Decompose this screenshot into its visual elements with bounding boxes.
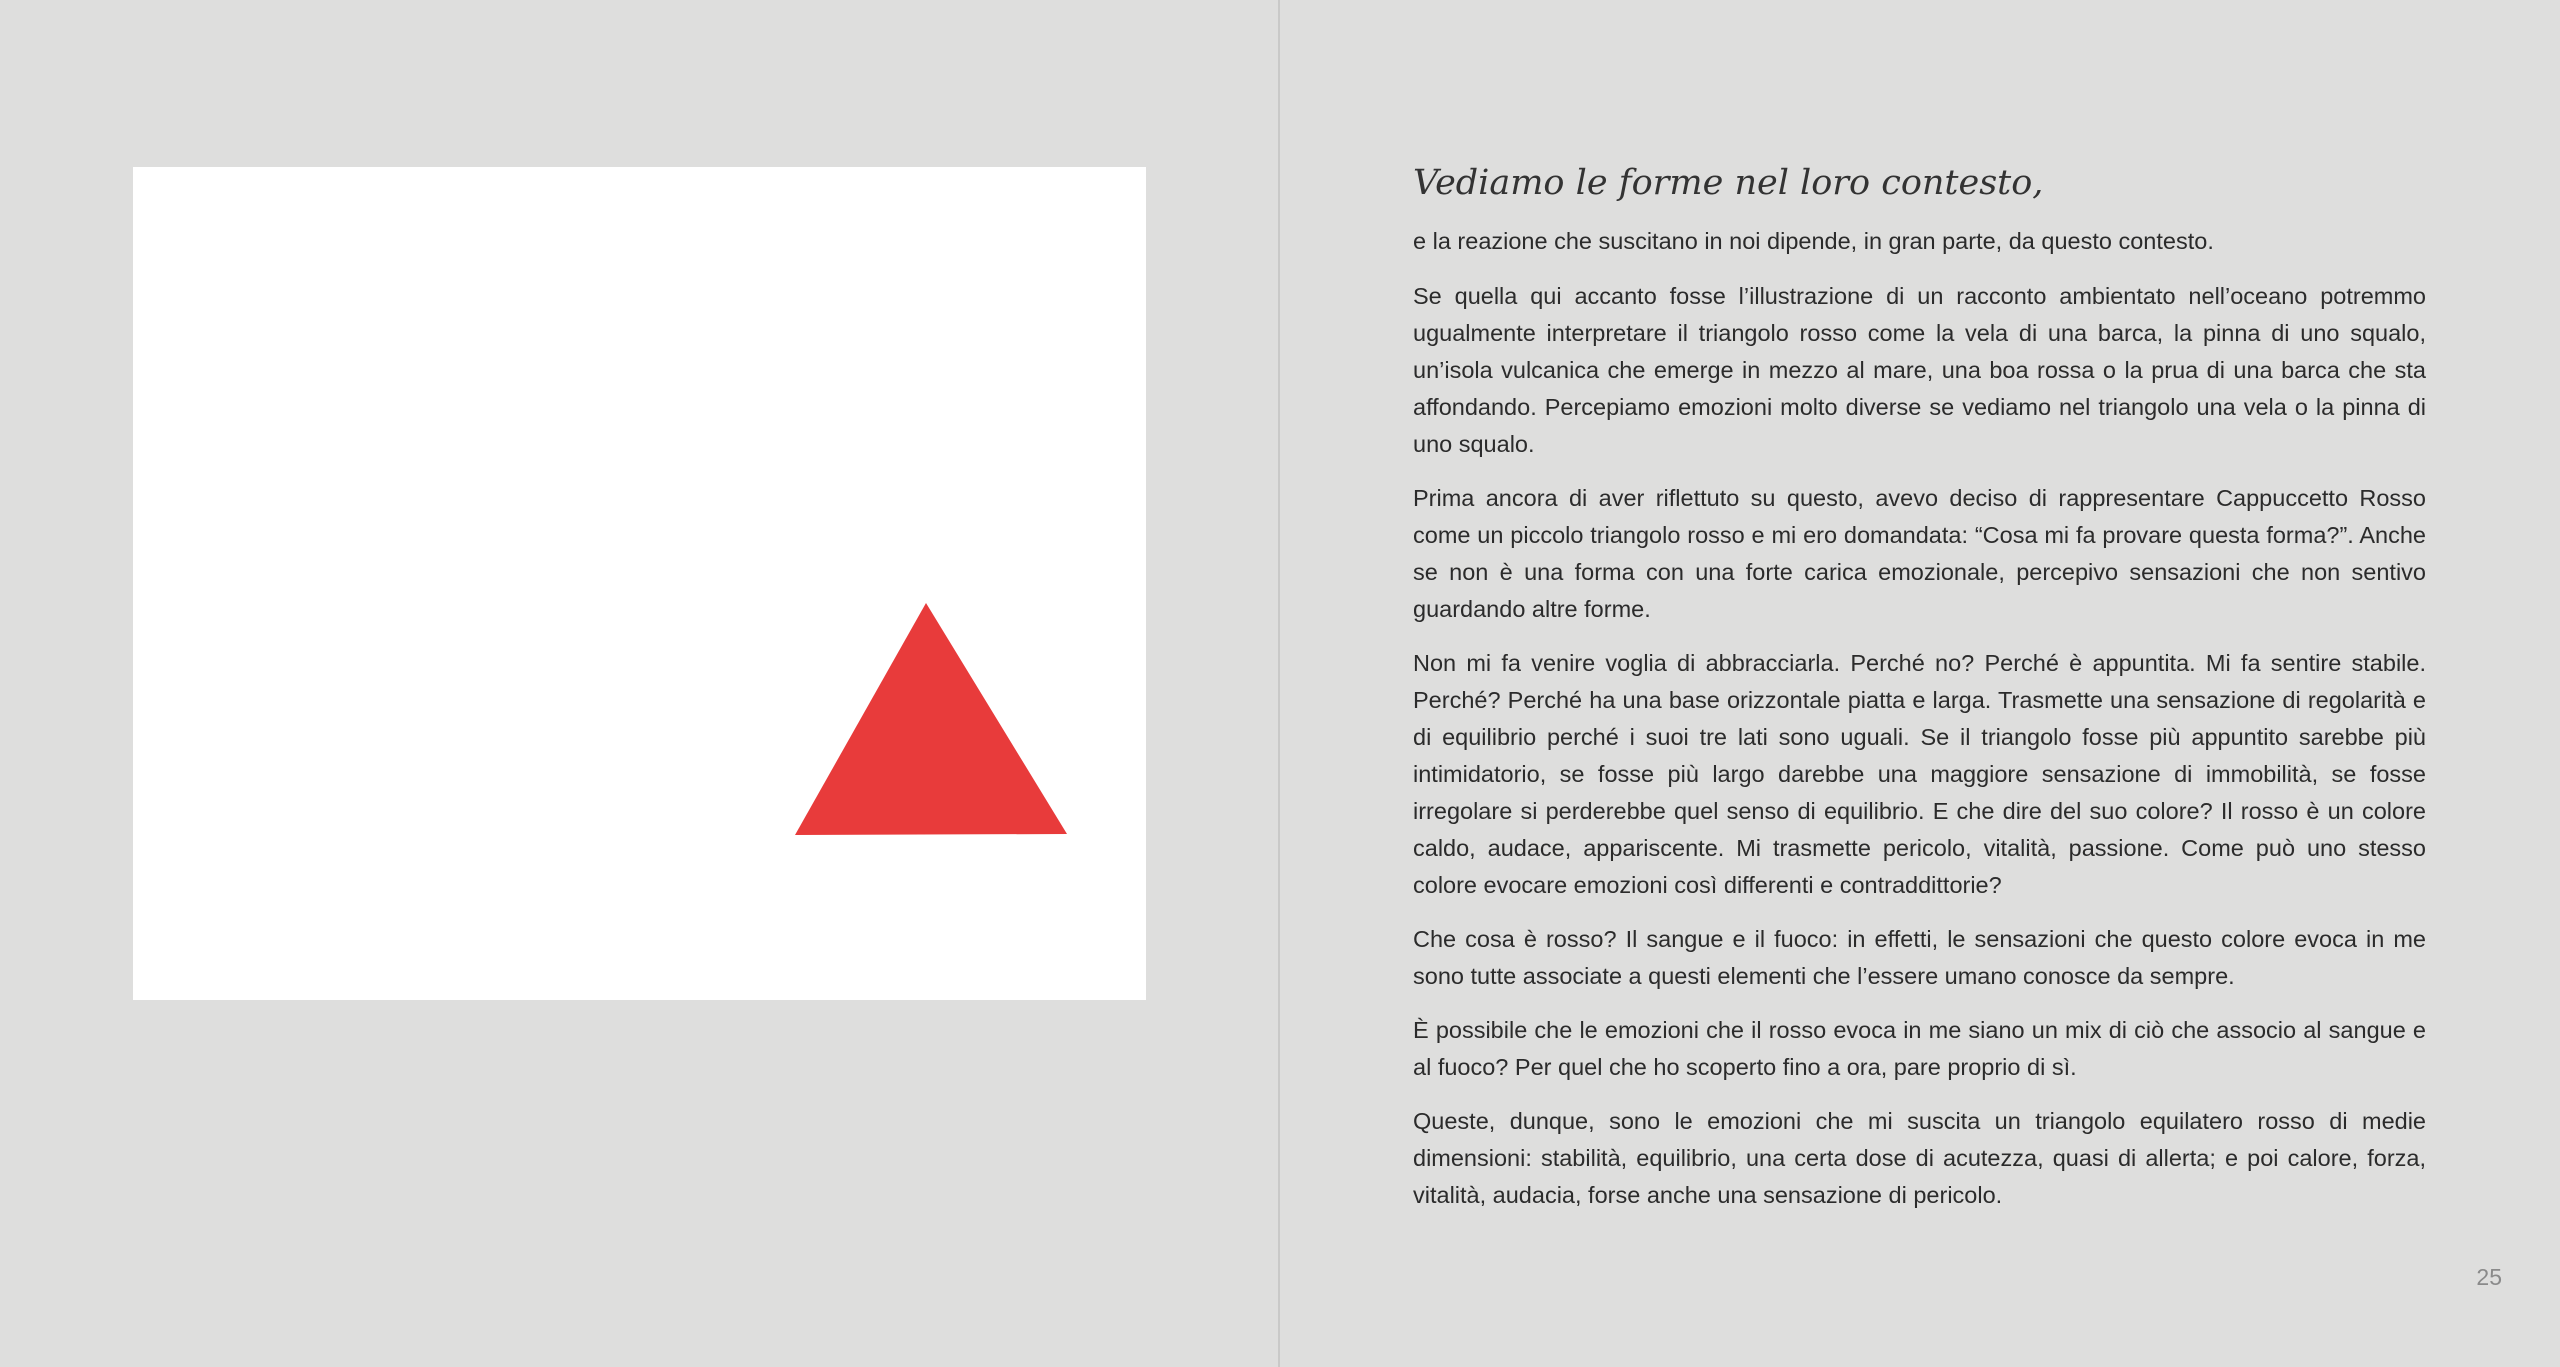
paragraph-6: È possibile che le emozioni che il rosso evoca in me siano un mix di ciò che associo al sangue e al fuoco? Per quel che ho scoperto fino a ora, pare proprio di sì. bbox=[1413, 1017, 2426, 1080]
page-number: 25 bbox=[2476, 1264, 2502, 1290]
red-triangle bbox=[795, 603, 1067, 835]
paragraph-5: Che cosa è rosso? Il sangue e il fuoco: in effetti, le sensazioni che questo colore evoca in me sono tutte associate a questi elementi che l’essere umano conosce da sempre. bbox=[1413, 926, 2426, 989]
text-block bbox=[1413, 155, 2426, 1231]
paragraph-3: Prima ancora di aver riflettuto su questo, avevo deciso di rappresentare Cappuccetto Rosso come un piccolo triangolo rosso e mi ero domandata: “Cosa mi fa provare questa forma?”. Anche se non è una forma con una forte carica emozionale, percepivo sensazioni che non sentivo guardando altre forme. bbox=[1413, 485, 2426, 622]
triangle-illustration bbox=[133, 167, 1146, 1000]
left-page bbox=[0, 0, 1278, 1367]
page-heading: Vediamo le forme nel loro contesto, bbox=[1413, 163, 2044, 203]
illustration-panel bbox=[133, 167, 1146, 1000]
paragraph-1: e la reazione che suscitano in noi dipende, in gran parte, da questo contesto. bbox=[1413, 228, 2214, 254]
paragraph-2: Se quella qui accanto fosse l’illustrazione di un racconto ambientato nell’oceano potremmo ugualmente interpretare il triangolo rosso come la vela di una barca, la pinna di uno squalo, un’isola vulcanica che emerge in mezzo al mare, una boa rossa o la prua di una barca che sta affondando. Percepiamo emozioni molto diverse se vediamo nel triangolo una vela o la pinna di uno squalo. bbox=[1413, 283, 2426, 457]
paragraph-7: Queste, dunque, sono le emozioni che mi suscita un triangolo equilatero rosso di medie dimensioni: stabilità, equilibrio, una certa dose di acutezza, quasi di allerta; e poi calore, forza, vitalità, audacia, forse anche una sensazione di pericolo. bbox=[1413, 1108, 2426, 1208]
paragraph-4: Non mi fa venire voglia di abbracciarla. Perché no? Perché è appuntita. Mi fa sentire stabile. Perché? Perché ha una base orizzontale piatta e larga. Trasmette una sensazione di regolarità e di equilibrio perché i suoi tre lati sono uguali. Se il triangolo fosse più appuntito sarebbe più intimidatorio, se fosse più largo darebbe una maggiore sensazione di immobilità, se fosse irregolare si perderebbe quel senso di equilibrio. E che dire del suo colore? Il rosso è un colore caldo, audace, appariscente. Mi trasmette pericolo, vitalità, passione. Come può uno stesso colore evocare emozioni così differenti e contraddittorie? bbox=[1413, 650, 2426, 898]
